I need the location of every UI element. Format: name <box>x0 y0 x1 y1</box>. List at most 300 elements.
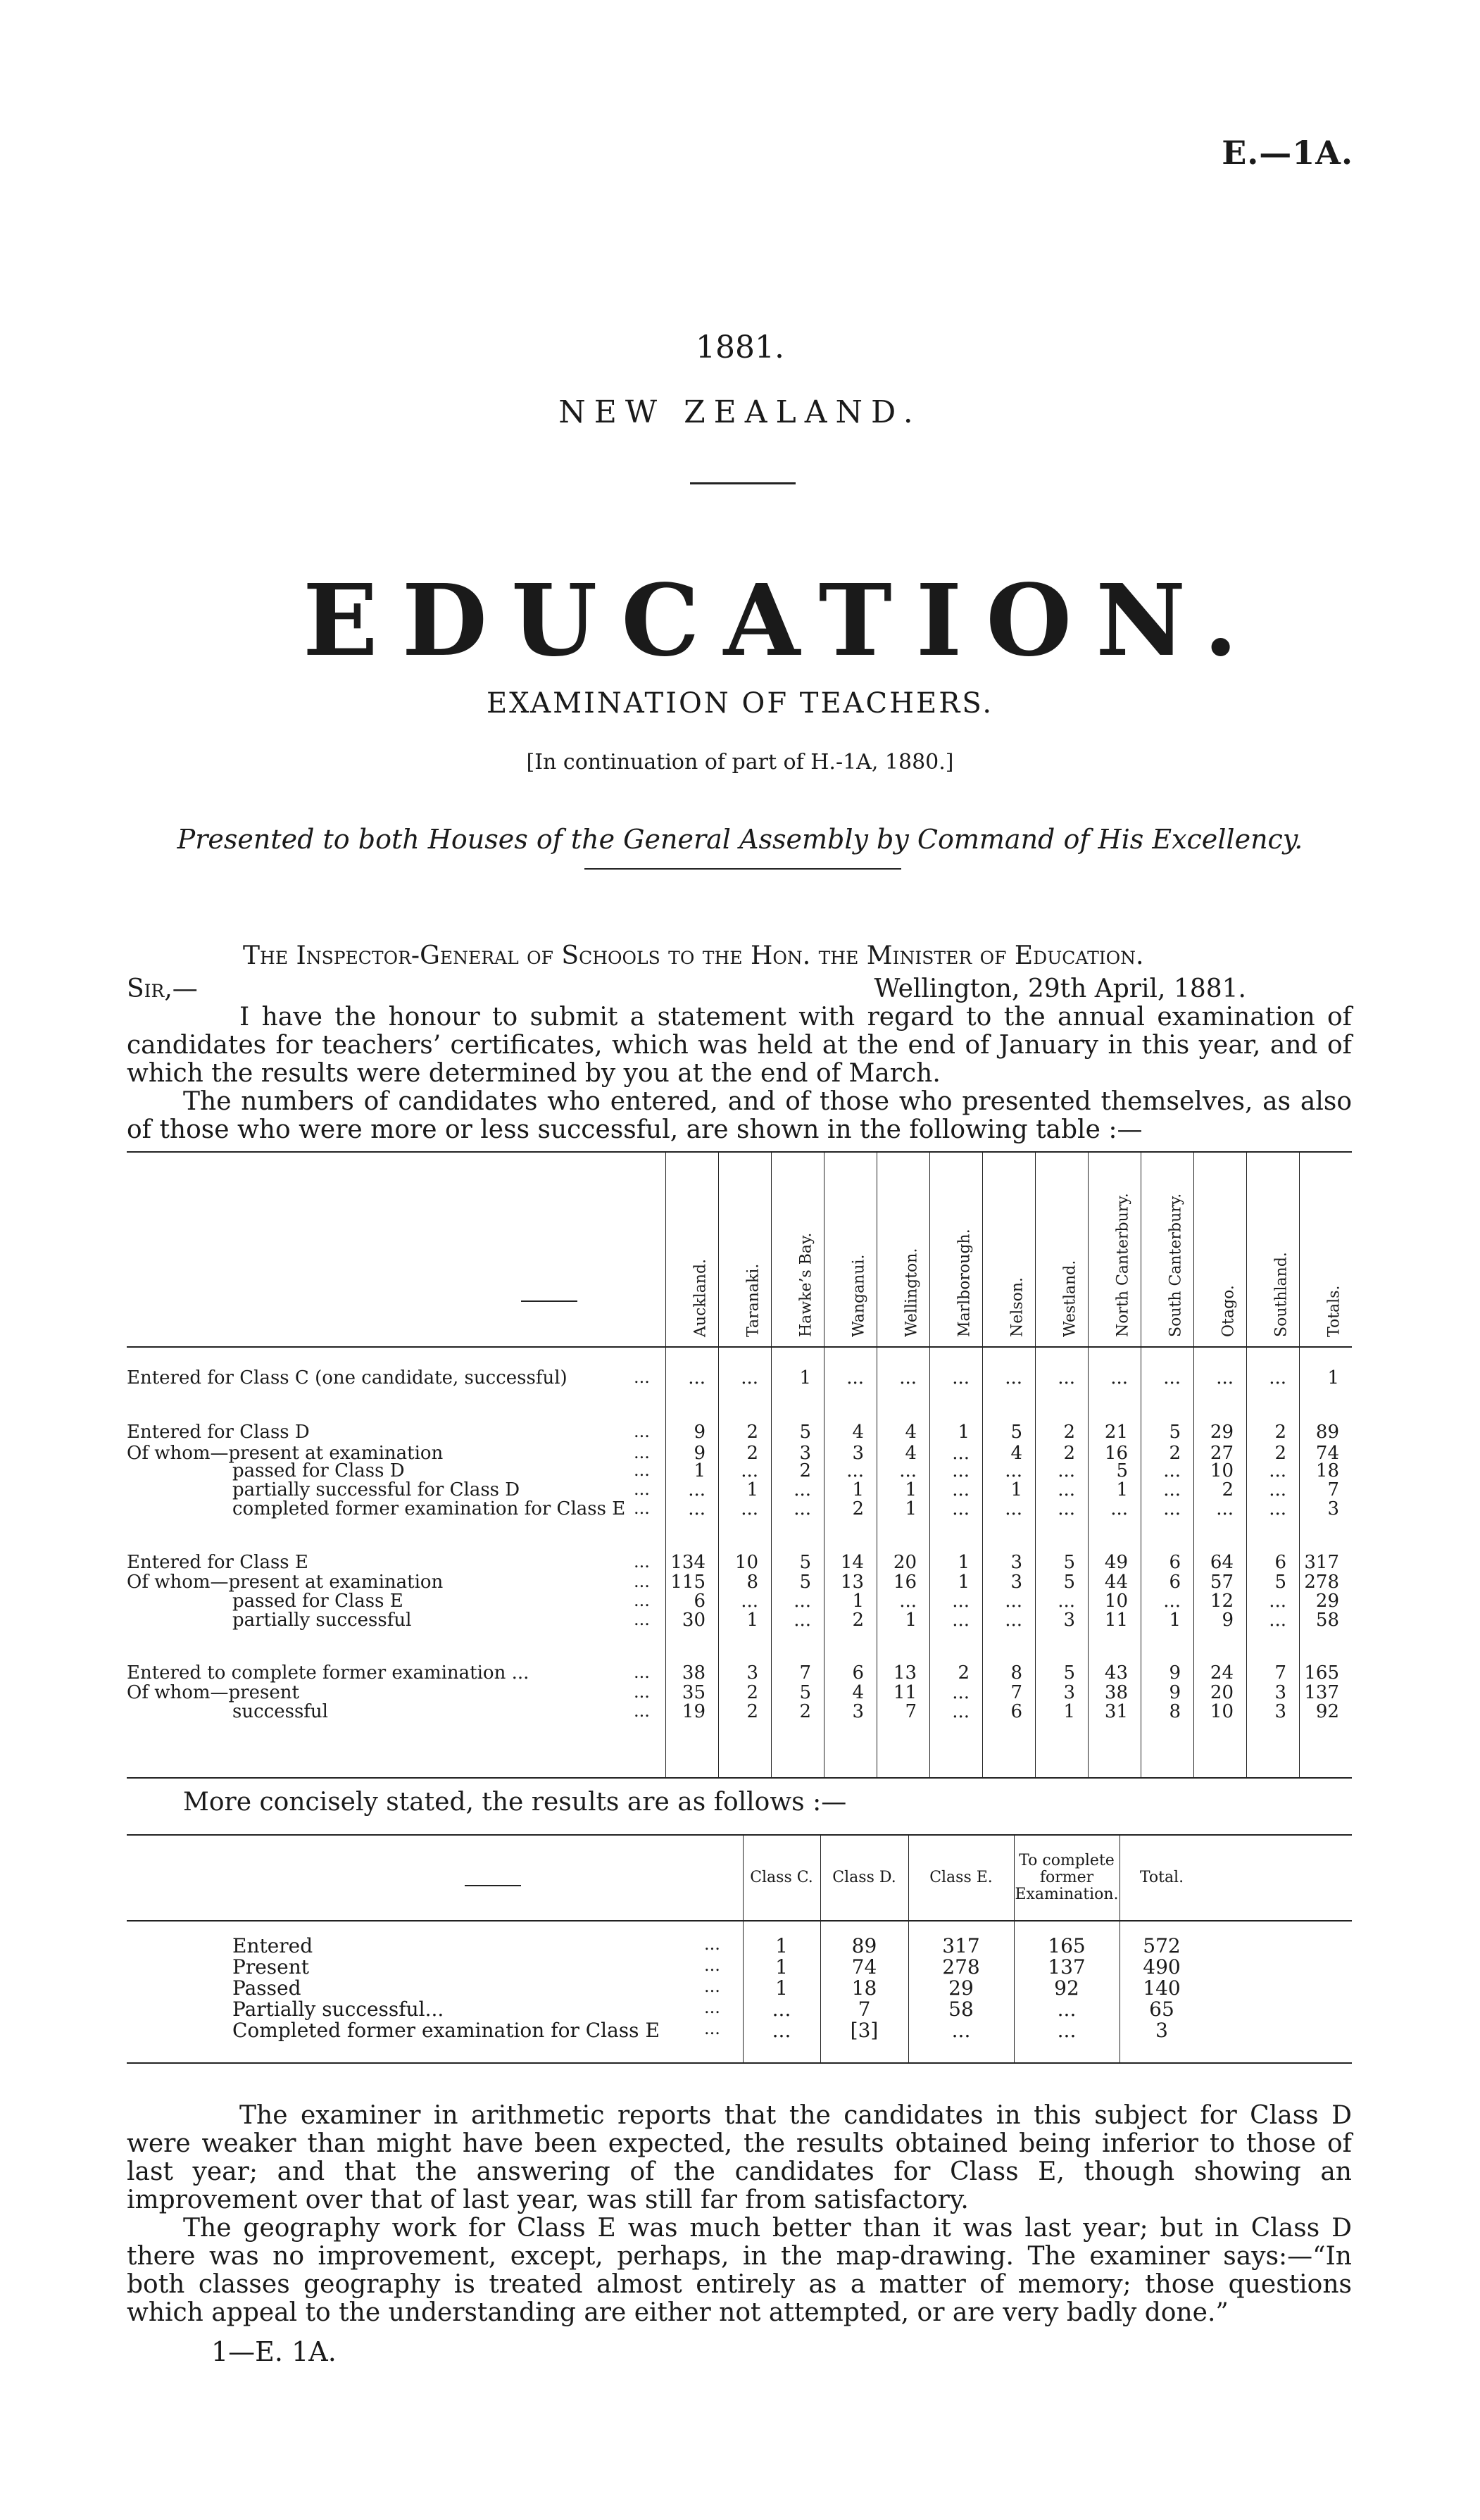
year: 1881. <box>696 330 784 365</box>
divider-rule <box>690 482 796 484</box>
table-cell: ... <box>1005 1498 1022 1519</box>
leader-dots: ... <box>634 1479 650 1499</box>
table-cell: 7 <box>1327 1479 1339 1500</box>
table-cell: ... <box>1058 1479 1075 1500</box>
table-cell: 1 <box>905 1498 917 1519</box>
table-cell: ... <box>952 1610 970 1631</box>
table-cell: ... <box>951 2019 971 2042</box>
table-cell: ... <box>1057 2019 1077 2042</box>
paragraph: The geography work for Class E was much better than it was last year; but in Class D there was no improvement, except, perhaps, in the map-drawing. The examiner says:—“In both classes geography is treated almost entirely as a matter of memory; those questions which appeal to the understanding are either not attempted, or are very badly done.” <box>127 2214 1352 2327</box>
column-header <box>1299 1153 1353 1346</box>
table-cell: ... <box>1163 1479 1181 1500</box>
column-header: Total. <box>1139 1869 1184 1886</box>
table-cell: 3 <box>1010 1552 1022 1573</box>
table-cell: ... <box>846 1460 864 1481</box>
table-cell: 5 <box>1063 1662 1075 1684</box>
table-cell: 2 <box>958 1662 970 1684</box>
table-cell: 13 <box>893 1662 917 1684</box>
table-cell: 2 <box>852 1498 864 1519</box>
table-cell: 137 <box>1304 1682 1339 1703</box>
table-cell: ... <box>1110 1498 1128 1519</box>
table-cell: ... <box>952 1682 970 1703</box>
summary-table <box>127 1834 1352 2064</box>
table-cell: 38 <box>1104 1682 1128 1703</box>
leader-dots: ... <box>634 1367 650 1387</box>
sheet-number: 1—E. 1A. <box>211 2336 337 2367</box>
column-header: Class E. <box>929 1869 993 1886</box>
table-cell: ... <box>794 1591 811 1612</box>
column-label: Wanganui. <box>850 1254 867 1337</box>
column-label: Totals. <box>1325 1285 1343 1337</box>
table-cell: 1 <box>775 1934 788 1957</box>
row-label: partially successful for Class D <box>232 1479 520 1500</box>
table-cell: ... <box>1269 1610 1286 1631</box>
table-cell: 10 <box>1104 1591 1128 1612</box>
paragraph: More concisely stated, the results are as follows :— <box>183 1788 847 1817</box>
table-cell: 92 <box>1315 1701 1339 1722</box>
table-cell: 3 <box>1063 1682 1075 1703</box>
candidates-table <box>127 1151 1352 1779</box>
row-label: Of whom—present at examination <box>127 1572 444 1593</box>
salutation-row <box>127 975 1352 1003</box>
table-cell: 134 <box>670 1552 705 1573</box>
table-cell: 2 <box>1274 1422 1286 1443</box>
column-header <box>718 1153 772 1346</box>
table-cell: 3 <box>1010 1572 1022 1593</box>
table-cell: ... <box>1058 1498 1075 1519</box>
leader-dots: ... <box>634 1591 650 1610</box>
page-title: EDUCATION. <box>303 563 1262 679</box>
table-cell: ... <box>846 1367 864 1388</box>
table-cell: 1 <box>746 1610 758 1631</box>
column-rule <box>743 1836 744 1920</box>
table-cell: 5 <box>1010 1422 1022 1443</box>
table-cell: 7 <box>905 1701 917 1722</box>
table-cell: 29 <box>948 1976 974 2000</box>
row-label: Of whom—present at examination <box>127 1443 444 1464</box>
column-label: Taranaki. <box>744 1263 762 1337</box>
table-cell: 9 <box>694 1443 705 1464</box>
salutation: Sir,— <box>127 974 198 1003</box>
column-label: North Canterbury. <box>1114 1193 1131 1337</box>
table-cell: ... <box>1005 1460 1022 1481</box>
table-cell: 1 <box>1063 1701 1075 1722</box>
paragraph: I have the honour to submit a statement with regard to the annual examination of candidates for teachers’ certificates, which was held at the end of January in this year, and of which the results were determined by you at the end of March. <box>127 1003 1352 1088</box>
column-header <box>1246 1153 1300 1346</box>
table-cell: 9 <box>1169 1662 1181 1684</box>
table-cell: ... <box>1269 1479 1286 1500</box>
letter-heading: The Inspector-General of Schools to the Hon. the Minister of Education. <box>243 941 1144 970</box>
table-cell: 1 <box>1010 1479 1022 1500</box>
table-cell: 1 <box>852 1479 864 1500</box>
table-row <box>127 1479 1352 1500</box>
table-cell: 165 <box>1304 1662 1339 1684</box>
table-cell: 9 <box>1169 1682 1181 1703</box>
column-label: Marlborough. <box>955 1229 973 1337</box>
table-cell: ... <box>1058 1367 1075 1388</box>
table-row <box>127 1976 1352 1998</box>
table-cell: 19 <box>682 1701 705 1722</box>
table-cell: 4 <box>905 1422 917 1443</box>
table-cell: 2 <box>746 1682 758 1703</box>
table-cell: ... <box>952 1443 970 1464</box>
table-cell: 11 <box>893 1682 917 1703</box>
table-row <box>127 1572 1352 1593</box>
column-label: Nelson. <box>1008 1277 1026 1337</box>
leader-dots: ... <box>704 1955 720 1975</box>
table-body <box>127 1922 1352 2064</box>
table-cell: 13 <box>840 1572 864 1593</box>
row-label: Entered for Class C (one candidate, successful) <box>127 1367 567 1388</box>
table-row <box>127 1367 1352 1388</box>
body-text-2 <box>127 2102 1352 2327</box>
table-cell: ... <box>1058 1460 1075 1481</box>
table-cell: 572 <box>1143 1934 1181 1957</box>
table-cell: 1 <box>905 1479 917 1500</box>
table-cell: ... <box>1216 1498 1234 1519</box>
table-cell: 49 <box>1104 1552 1128 1573</box>
table-cell: 18 <box>851 1976 877 2000</box>
table-cell: 2 <box>746 1701 758 1722</box>
table-cell: 6 <box>1169 1572 1181 1593</box>
leader-dots: ... <box>704 1934 720 1954</box>
column-label: Auckland. <box>691 1258 709 1337</box>
table-cell: 115 <box>670 1572 705 1593</box>
table-cell: 3 <box>746 1662 758 1684</box>
column-header: Class C. <box>750 1869 813 1886</box>
table-row <box>127 1460 1352 1481</box>
table-cell: 1 <box>775 1976 788 2000</box>
table-cell: 4 <box>852 1682 864 1703</box>
table-cell: 7 <box>1010 1682 1022 1703</box>
table-cell: 4 <box>852 1422 864 1443</box>
table-cell: 1 <box>1327 1367 1339 1388</box>
table-cell: 11 <box>1104 1610 1128 1631</box>
table-cell: 317 <box>1304 1552 1339 1573</box>
table-cell: 2 <box>1063 1422 1075 1443</box>
table-cell: 1 <box>958 1422 970 1443</box>
row-label: Partially successful... <box>232 1998 444 2021</box>
table-cell: 317 <box>942 1934 980 1957</box>
table-cell: ... <box>952 1498 970 1519</box>
table-row <box>127 1955 1352 1979</box>
table-cell: 16 <box>1104 1443 1128 1464</box>
table-cell: 9 <box>1222 1610 1234 1631</box>
table-row <box>127 1682 1352 1703</box>
table-cell: ... <box>794 1498 811 1519</box>
table-cell: 5 <box>799 1552 811 1573</box>
table-cell: 14 <box>840 1552 864 1573</box>
row-label: Of whom—present <box>127 1682 299 1703</box>
table-cell: 89 <box>851 1934 877 1957</box>
table-cell: 7 <box>1274 1662 1286 1684</box>
table-body <box>127 1348 1352 1779</box>
table-cell: 58 <box>1315 1610 1339 1631</box>
country: NEW ZEALAND. <box>558 394 922 430</box>
table-cell: ... <box>952 1479 970 1500</box>
table-cell: 74 <box>851 1955 877 1979</box>
column-header <box>929 1153 983 1346</box>
table-cell: ... <box>772 2019 791 2042</box>
subtitle: EXAMINATION OF TEACHERS. <box>486 687 994 720</box>
table-cell: 8 <box>746 1572 758 1593</box>
table-cell: 43 <box>1104 1662 1128 1684</box>
table-cell: 3 <box>799 1443 811 1464</box>
table-cell: 2 <box>746 1443 758 1464</box>
table-row <box>127 1662 1352 1684</box>
column-header <box>824 1153 877 1346</box>
table-cell: 35 <box>682 1682 705 1703</box>
leader-dots: ... <box>634 1610 650 1629</box>
table-cell: ... <box>794 1479 811 1500</box>
table-row <box>127 1998 1352 2019</box>
table-cell: 2 <box>1063 1443 1075 1464</box>
table-cell: 10 <box>1210 1460 1234 1481</box>
table-cell: 6 <box>694 1591 705 1612</box>
row-label: Completed former examination for Class E <box>232 2019 660 2042</box>
column-header <box>1035 1153 1089 1346</box>
header-dash <box>521 1300 577 1302</box>
table-cell: 5 <box>1063 1572 1075 1593</box>
table-cell: 18 <box>1315 1460 1339 1481</box>
table-cell: 20 <box>893 1552 917 1573</box>
page-reference: E.—1A. <box>1222 134 1353 172</box>
table-cell: ... <box>1110 1367 1128 1388</box>
table-cell: ... <box>1005 1367 1022 1388</box>
table-cell: 2 <box>799 1460 811 1481</box>
column-header <box>771 1153 824 1346</box>
table-cell: 490 <box>1143 1955 1181 1979</box>
table-row <box>127 1422 1352 1443</box>
table-cell: 29 <box>1315 1591 1339 1612</box>
table-cell: 3 <box>852 1701 864 1722</box>
table-cell: 30 <box>682 1610 705 1631</box>
leader-dots: ... <box>634 1701 650 1721</box>
table-cell: ... <box>1057 1998 1077 2021</box>
table-cell: 140 <box>1143 1976 1181 2000</box>
column-header: To complete former Examination. <box>1015 1852 1119 1903</box>
column-header <box>1088 1153 1141 1346</box>
column-header <box>1193 1153 1247 1346</box>
table-cell: 6 <box>1010 1701 1022 1722</box>
column-rule <box>908 1836 909 1920</box>
table-cell: 8 <box>1169 1701 1181 1722</box>
table-cell: 20 <box>1210 1682 1234 1703</box>
table-cell: 5 <box>1169 1422 1181 1443</box>
leader-dots: ... <box>704 1976 720 1996</box>
column-label: Wellington. <box>903 1248 920 1337</box>
table-cell: 1 <box>799 1367 811 1388</box>
table-cell: 1 <box>1169 1610 1181 1631</box>
row-label: Entered to complete former examination ... <box>127 1662 529 1684</box>
table-cell: ... <box>1005 1591 1022 1612</box>
table-cell: 6 <box>852 1662 864 1684</box>
table-cell: 7 <box>799 1662 811 1684</box>
table-cell: ... <box>741 1460 758 1481</box>
table-cell: 3 <box>1063 1610 1075 1631</box>
row-label: Entered for Class E <box>127 1552 308 1573</box>
paragraph: The examiner in arithmetic reports that the candidates in this subject for Class D were weaker than might have been expected, the results obtained being inferior to those of last year; and that the answering of the candidates for Class E, though showing an improvement over that of last year, was still far from satisfactory. <box>127 2101 1352 2214</box>
table-cell: 24 <box>1210 1662 1234 1684</box>
column-label: Otago. <box>1219 1285 1237 1337</box>
row-label: Present <box>232 1955 310 1979</box>
table-cell: 5 <box>1116 1460 1128 1481</box>
table-cell: 29 <box>1210 1422 1234 1443</box>
table-cell: ... <box>772 1998 791 2021</box>
table-cell: 5 <box>799 1422 811 1443</box>
table-row <box>127 2019 1352 2040</box>
table-cell: 6 <box>1274 1552 1286 1573</box>
table-cell: 3 <box>1274 1682 1286 1703</box>
table-cell: 2 <box>746 1422 758 1443</box>
table-cell: 57 <box>1210 1572 1234 1593</box>
row-label: passed for Class D <box>232 1460 405 1481</box>
table-cell: 9 <box>694 1422 705 1443</box>
column-rule <box>820 1836 821 1920</box>
table-cell: ... <box>794 1610 811 1631</box>
table-cell: 2 <box>1222 1479 1234 1500</box>
table-cell: 1 <box>694 1460 705 1481</box>
row-label: successful <box>232 1701 328 1722</box>
table-row <box>127 1591 1352 1612</box>
row-label: completed former examination for Class E <box>232 1498 626 1519</box>
table-cell: ... <box>952 1701 970 1722</box>
table-cell: 44 <box>1104 1572 1128 1593</box>
body-text-1 <box>127 1003 1352 1144</box>
table-cell: 10 <box>1210 1701 1234 1722</box>
table-cell: ... <box>688 1479 705 1500</box>
table-row <box>127 1934 1352 1955</box>
row-label: partially successful <box>232 1610 412 1631</box>
table-cell: 1 <box>775 1955 788 1979</box>
row-label: Entered for Class D <box>127 1422 310 1443</box>
table-cell: 278 <box>942 1955 980 1979</box>
table-cell: ... <box>741 1591 758 1612</box>
leader-dots: ... <box>634 1498 650 1518</box>
table-cell: ... <box>1163 1591 1181 1612</box>
table-cell: 2 <box>1169 1443 1181 1464</box>
table-cell: 137 <box>1048 1955 1086 1979</box>
leader-dots: ... <box>634 1443 650 1462</box>
table-cell: 74 <box>1315 1443 1339 1464</box>
table-cell: 3 <box>1327 1498 1339 1519</box>
table-cell: 1 <box>905 1610 917 1631</box>
leader-dots: ... <box>704 2019 720 2038</box>
table-cell: 21 <box>1104 1422 1128 1443</box>
column-label: Southland. <box>1272 1252 1290 1337</box>
table-cell: 10 <box>734 1552 758 1573</box>
table-cell: 31 <box>1104 1701 1128 1722</box>
continuation-note: [In continuation of part of H.-1A, 1880.] <box>526 750 954 775</box>
table-cell: ... <box>1216 1367 1234 1388</box>
column-rule <box>1014 1836 1015 1920</box>
table-cell: 89 <box>1315 1422 1339 1443</box>
table-cell: ... <box>899 1591 917 1612</box>
paragraph: The numbers of candidates who entered, and of those who presented themselves, as also of those who were more or less successful, are shown in the following table :— <box>127 1087 1352 1144</box>
table-cell: [3] <box>850 2019 879 2042</box>
table-cell: ... <box>1269 1460 1286 1481</box>
table-row <box>127 1552 1352 1573</box>
table-row <box>127 1701 1352 1722</box>
table-cell: 5 <box>799 1682 811 1703</box>
leader-dots: ... <box>704 1998 720 2017</box>
row-label: Passed <box>232 1976 301 2000</box>
table-cell: ... <box>1058 1591 1075 1612</box>
table-cell: 1 <box>852 1591 864 1612</box>
table-cell: 1 <box>746 1479 758 1500</box>
column-label: Westland. <box>1061 1260 1079 1337</box>
table-cell: ... <box>952 1460 970 1481</box>
table-cell: 65 <box>1149 1998 1174 2021</box>
leader-dots: ... <box>634 1460 650 1480</box>
table-cell: 38 <box>682 1662 705 1684</box>
column-header: Class D. <box>832 1869 896 1886</box>
column-header <box>665 1153 719 1346</box>
table-cell: ... <box>1163 1367 1181 1388</box>
header-dash <box>465 1885 521 1886</box>
table-cell: ... <box>899 1460 917 1481</box>
column-label: South Canterbury. <box>1167 1193 1184 1337</box>
table-cell: 1 <box>958 1552 970 1573</box>
table-cell: 5 <box>1274 1572 1286 1593</box>
table-header <box>127 1153 1352 1348</box>
table-cell: 165 <box>1048 1934 1086 1957</box>
table-cell: ... <box>688 1367 705 1388</box>
table-cell: 4 <box>905 1443 917 1464</box>
divider-rule <box>584 868 901 870</box>
table-header <box>127 1836 1352 1922</box>
column-header <box>1141 1153 1194 1346</box>
table-cell: 2 <box>852 1610 864 1631</box>
place-date: Wellington, 29th April, 1881. <box>874 974 1246 1003</box>
table-cell: 3 <box>852 1443 864 1464</box>
table-cell: ... <box>1163 1460 1181 1481</box>
table-cell: 58 <box>948 1998 974 2021</box>
table-cell: 92 <box>1054 1976 1079 2000</box>
table-cell: 8 <box>1010 1662 1022 1684</box>
table-cell: 5 <box>1063 1552 1075 1573</box>
table-cell: ... <box>1269 1498 1286 1519</box>
table-cell: 3 <box>1155 2019 1168 2042</box>
table-cell: 3 <box>1274 1701 1286 1722</box>
row-label: Entered <box>232 1934 313 1957</box>
table-row <box>127 1498 1352 1519</box>
leader-dots: ... <box>634 1552 650 1572</box>
table-cell: 6 <box>1169 1552 1181 1573</box>
table-cell: 2 <box>799 1701 811 1722</box>
table-cell: 27 <box>1210 1443 1234 1464</box>
column-header <box>877 1153 930 1346</box>
table-cell: 16 <box>893 1572 917 1593</box>
table-cell: ... <box>741 1367 758 1388</box>
table-cell: ... <box>952 1591 970 1612</box>
table-cell: 1 <box>1116 1479 1128 1500</box>
table-cell: 12 <box>1210 1591 1234 1612</box>
column-label: Hawke’s Bay. <box>797 1232 815 1337</box>
column-header <box>982 1153 1036 1346</box>
table-cell: ... <box>741 1498 758 1519</box>
row-label: passed for Class E <box>232 1591 403 1612</box>
presented-line: Presented to both Houses of the General Assembly by Command of His Excellency. <box>177 824 1303 855</box>
table-cell: ... <box>1163 1498 1181 1519</box>
table-cell: ... <box>1269 1367 1286 1388</box>
table-cell: ... <box>688 1498 705 1519</box>
table-cell: 5 <box>799 1572 811 1593</box>
table-cell: 7 <box>858 1998 871 2021</box>
table-cell: 1 <box>958 1572 970 1593</box>
table-cell: 64 <box>1210 1552 1234 1573</box>
table-cell: ... <box>899 1367 917 1388</box>
